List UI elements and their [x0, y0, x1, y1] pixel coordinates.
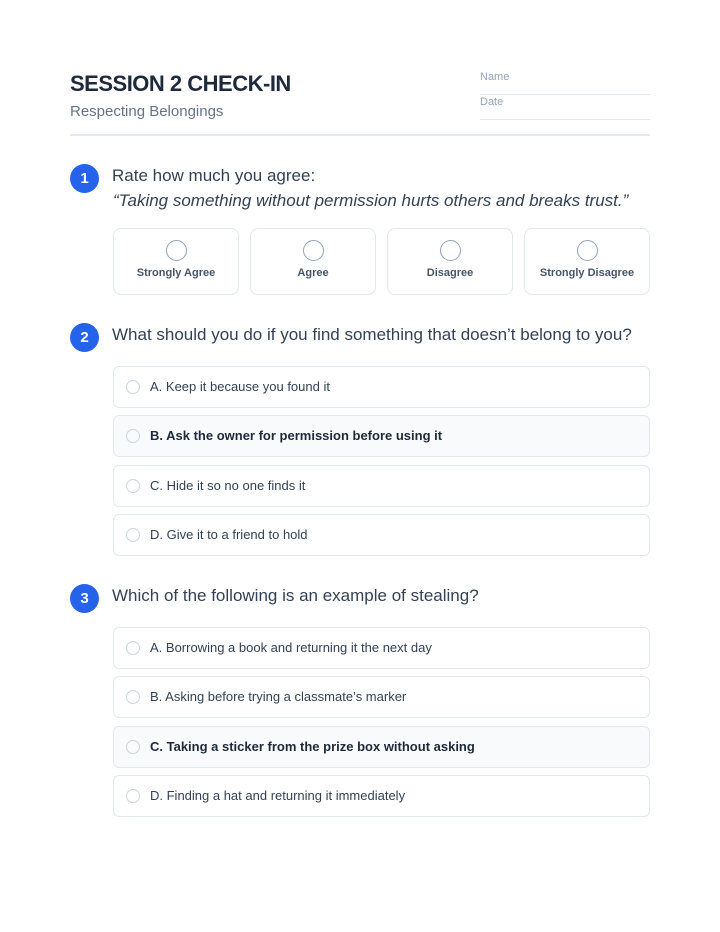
- option-label: B. Ask the owner for permission before using it: [150, 428, 443, 443]
- likert-option-strongly-agree[interactable]: [113, 228, 239, 295]
- radio-icon[interactable]: [126, 690, 140, 704]
- radio-icon[interactable]: [577, 240, 598, 261]
- question-3-prompt: Which of the following is an example of stealing?: [112, 586, 479, 605]
- question-3-option-c[interactable]: [113, 726, 650, 768]
- question-1-number: 1: [70, 164, 99, 193]
- likert-label: Strongly Disagree: [539, 267, 635, 279]
- likert-option-disagree[interactable]: [387, 228, 513, 295]
- page-title: SESSION 2 CHECK-IN: [70, 71, 291, 96]
- question-2-option-c[interactable]: [113, 465, 650, 507]
- name-field[interactable]: Name: [480, 70, 650, 95]
- radio-icon[interactable]: [126, 740, 140, 754]
- likert-label: Strongly Agree: [136, 267, 216, 279]
- question-3-number: 3: [70, 584, 99, 613]
- option-label: D. Give it to a friend to hold: [150, 527, 308, 542]
- question-1-prompt: Rate how much you agree:: [112, 166, 316, 185]
- likert-option-strongly-disagree[interactable]: [524, 228, 650, 295]
- likert-label: Disagree: [426, 267, 474, 279]
- option-label: D. Finding a hat and returning it immediately: [150, 788, 406, 803]
- date-field[interactable]: Date: [480, 95, 650, 120]
- radio-icon[interactable]: [303, 240, 324, 261]
- question-3-option-b[interactable]: [113, 676, 650, 718]
- question-2-prompt: What should you do if you find something that doesn’t belong to you?: [112, 325, 632, 344]
- question-2-option-a[interactable]: [113, 366, 650, 408]
- option-label: A. Keep it because you found it: [150, 379, 330, 394]
- radio-icon[interactable]: [126, 479, 140, 493]
- option-label: C. Taking a sticker from the prize box without asking: [150, 739, 475, 754]
- question-3-option-d[interactable]: [113, 775, 650, 817]
- question-2-number: 2: [70, 323, 99, 352]
- meta-fields: [480, 70, 650, 120]
- radio-icon[interactable]: [126, 528, 140, 542]
- radio-icon[interactable]: [126, 429, 140, 443]
- radio-icon[interactable]: [126, 789, 140, 803]
- option-label: B. Asking before trying a classmate’s marker: [150, 689, 407, 704]
- radio-icon[interactable]: [126, 641, 140, 655]
- question-3-option-a[interactable]: [113, 627, 650, 669]
- likert-label: Agree: [297, 267, 329, 279]
- likert-option-agree[interactable]: [250, 228, 376, 295]
- option-label: A. Borrowing a book and returning it the next day: [150, 640, 432, 655]
- question-2-option-d[interactable]: [113, 514, 650, 556]
- radio-icon[interactable]: [440, 240, 461, 261]
- question-2-option-b[interactable]: [113, 415, 650, 457]
- radio-icon[interactable]: [166, 240, 187, 261]
- radio-icon[interactable]: [126, 380, 140, 394]
- question-1-quote: “Taking something without permission hurts others and breaks trust.”: [113, 191, 629, 210]
- page-subtitle: Respecting Belongings: [70, 103, 224, 120]
- option-label: C. Hide it so no one finds it: [150, 478, 306, 493]
- worksheet-header: [70, 70, 650, 136]
